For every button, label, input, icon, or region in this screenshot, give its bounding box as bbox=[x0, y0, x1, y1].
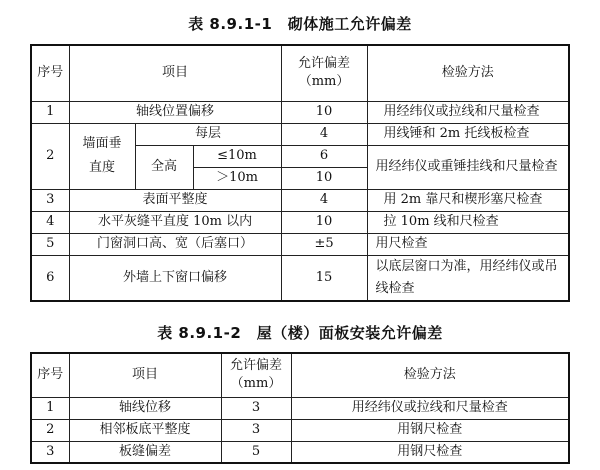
row-item: 门窗洞口高、宽（后塞口） bbox=[69, 233, 281, 255]
row-item: 轴线位移 bbox=[69, 397, 221, 419]
row-tolerance: 15 bbox=[281, 255, 367, 301]
header-item: 项目 bbox=[69, 353, 221, 397]
table-row bbox=[31, 255, 569, 301]
table-row bbox=[31, 233, 569, 255]
table-row bbox=[31, 441, 569, 463]
row-condition: ≤10m bbox=[193, 145, 281, 167]
row-tolerance: 5 bbox=[221, 441, 291, 463]
header-method: 检验方法 bbox=[367, 45, 569, 101]
table-row bbox=[31, 211, 569, 233]
row-method: 用线锤和 2m 托线板检查 bbox=[367, 123, 569, 145]
tolerance-table-masonry bbox=[30, 44, 570, 302]
row-subitem: 每层 bbox=[135, 123, 281, 145]
row-method: 用 2m 靠尺和楔形塞尺检查 bbox=[367, 189, 569, 211]
row-no: 1 bbox=[31, 397, 69, 419]
header-tolerance-line1: 允许偏差 bbox=[229, 358, 282, 374]
row-item: 相邻板底平整度 bbox=[69, 419, 221, 441]
row-item: 轴线位置偏移 bbox=[69, 101, 281, 123]
row-method: 用经纬仪或重锤挂线和尺量检查 bbox=[367, 145, 569, 189]
row-tolerance: 10 bbox=[281, 211, 367, 233]
row-condition: ＞10m bbox=[193, 167, 281, 189]
header-method: 检验方法 bbox=[291, 353, 569, 397]
table-header-row bbox=[31, 45, 569, 101]
header-tolerance-line2: （mm） bbox=[298, 74, 350, 90]
row-no: 1 bbox=[31, 101, 69, 123]
row-item: 板缝偏差 bbox=[69, 441, 221, 463]
table-row bbox=[31, 189, 569, 211]
row-method: 以底层窗口为准，用经纬仪或吊线检查 bbox=[367, 255, 569, 301]
table-header-row bbox=[31, 353, 569, 397]
table-row bbox=[31, 123, 569, 145]
header-no: 序号 bbox=[31, 353, 69, 397]
row-no: 2 bbox=[31, 123, 69, 189]
header-tolerance bbox=[221, 353, 291, 397]
row-tolerance: 6 bbox=[281, 145, 367, 167]
header-tolerance-line1: 允许偏差 bbox=[298, 56, 351, 72]
table-row bbox=[31, 101, 569, 123]
row-method: 用钢尺检查 bbox=[291, 419, 569, 441]
row-method: 拉 10m 线和尺检查 bbox=[367, 211, 569, 233]
row-tolerance: 3 bbox=[221, 419, 291, 441]
table-row bbox=[31, 419, 569, 441]
row-no: 3 bbox=[31, 189, 69, 211]
row-no: 5 bbox=[31, 233, 69, 255]
table-row bbox=[31, 397, 569, 419]
row-tolerance: 4 bbox=[281, 123, 367, 145]
header-tolerance-line2: （mm） bbox=[230, 376, 282, 392]
row-group-label: 墙面垂直度 bbox=[69, 123, 135, 189]
header-tolerance bbox=[281, 45, 367, 101]
tolerance-table-slab bbox=[30, 352, 570, 464]
row-tolerance: 4 bbox=[281, 189, 367, 211]
row-method: 用经纬仪或拉线和尺量检查 bbox=[291, 397, 569, 419]
row-tolerance: 3 bbox=[221, 397, 291, 419]
row-method: 用钢尺检查 bbox=[291, 441, 569, 463]
row-item: 外墙上下窗口偏移 bbox=[69, 255, 281, 301]
header-no: 序号 bbox=[31, 45, 69, 101]
row-no: 2 bbox=[31, 419, 69, 441]
header-item: 项目 bbox=[69, 45, 281, 101]
row-tolerance: ±5 bbox=[281, 233, 367, 255]
row-method: 用经纬仪或拉线和尺量检查 bbox=[367, 101, 569, 123]
row-subitem: 全高 bbox=[135, 145, 193, 189]
row-no: 4 bbox=[31, 211, 69, 233]
row-tolerance: 10 bbox=[281, 101, 367, 123]
row-tolerance: 10 bbox=[281, 167, 367, 189]
row-no: 6 bbox=[31, 255, 69, 301]
table2-caption: 表 8.9.1-2 屋（楼）面板安装允许偏差 bbox=[157, 324, 443, 342]
row-item: 水平灰缝平直度 10m 以内 bbox=[69, 211, 281, 233]
row-method: 用尺检查 bbox=[367, 233, 569, 255]
table1-caption: 表 8.9.1-1 砌体施工允许偏差 bbox=[188, 15, 412, 33]
row-no: 3 bbox=[31, 441, 69, 463]
row-item: 表面平整度 bbox=[69, 189, 281, 211]
